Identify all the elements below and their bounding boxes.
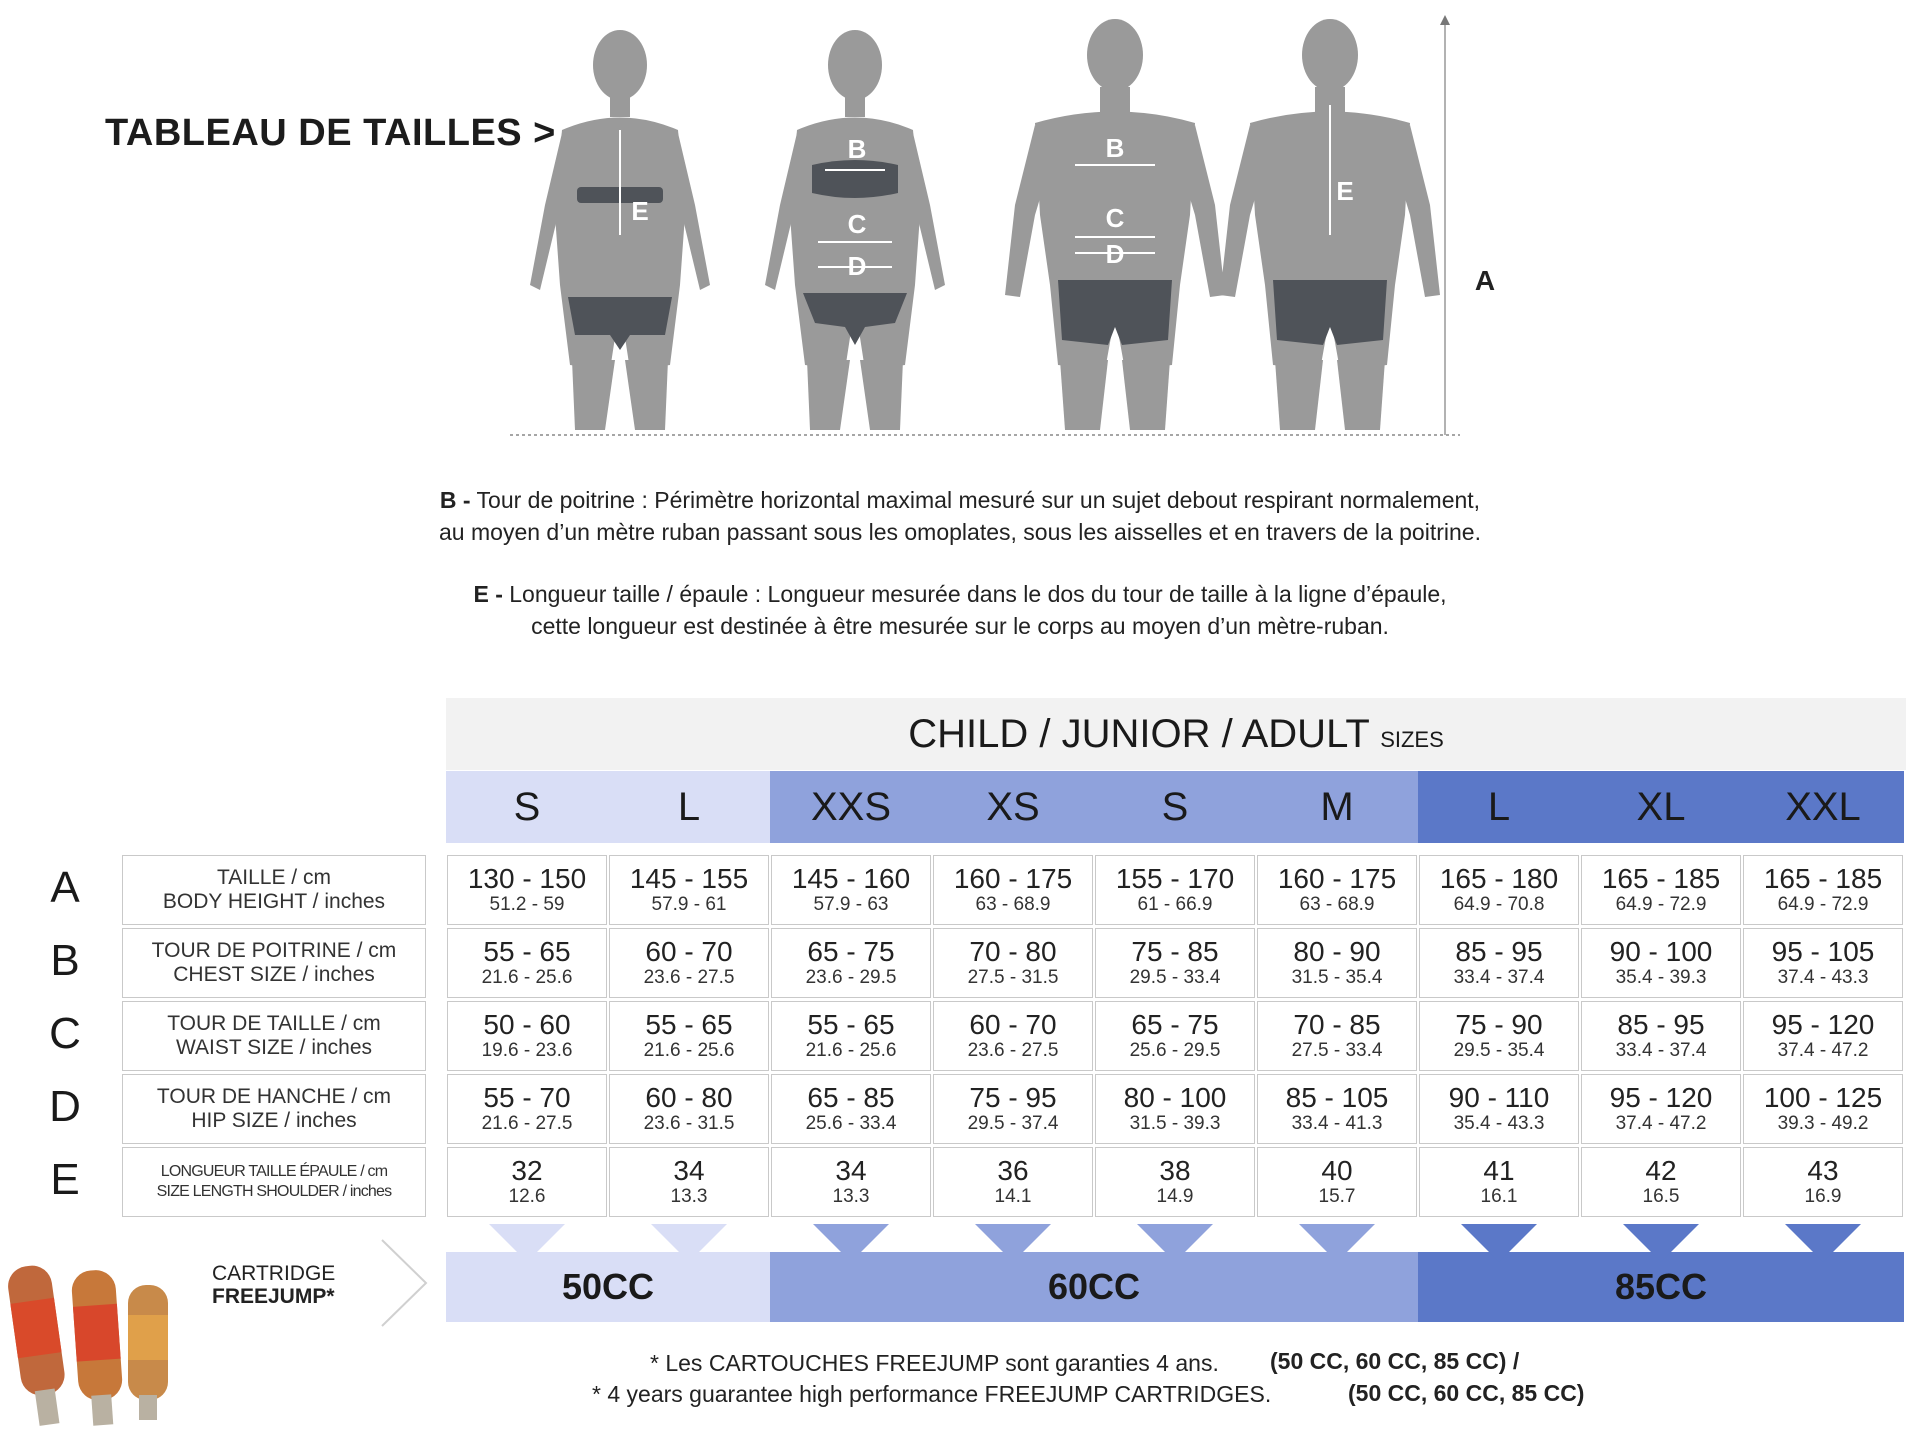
size-pointer-arrow: [1785, 1224, 1861, 1262]
size-pointer-arrow: [813, 1224, 889, 1262]
table-cell: [1257, 1147, 1417, 1217]
label-c-woman: C: [847, 209, 867, 239]
table-cell: [933, 1001, 1093, 1071]
table-cell: [1419, 1074, 1579, 1144]
size-label: XS: [932, 771, 1094, 843]
size-pointer-arrow: [975, 1224, 1051, 1262]
cell-cm-value: 55 - 65: [807, 1009, 895, 1040]
table-cell: [1095, 855, 1255, 925]
cell-cm-value: 75 - 90: [1455, 1009, 1543, 1040]
table-cell: [1581, 1147, 1741, 1217]
label-d-man: D: [1105, 239, 1125, 269]
cell-inch-value: 64.9 - 70.8: [1453, 894, 1545, 915]
table-cell: [1419, 1147, 1579, 1217]
cell-inch-value: 27.5 - 31.5: [967, 967, 1059, 988]
cell-cm-value: 75 - 85: [1131, 936, 1219, 967]
table-cell: [447, 855, 607, 925]
size-label: L: [1418, 771, 1580, 843]
table-cell: [1743, 1074, 1903, 1144]
cell-cm-value: 165 - 185: [1601, 863, 1721, 894]
table-cell: [447, 928, 607, 998]
table-cell: [771, 1147, 931, 1217]
size-pointer-arrow: [1623, 1224, 1699, 1262]
row-letter: A: [50, 863, 80, 912]
cell-cm-value: 90 - 100: [1609, 936, 1713, 967]
cell-cm-value: 95 - 120: [1771, 1009, 1875, 1040]
cell-inch-value: 57.9 - 63: [813, 894, 889, 915]
size-label: XL: [1580, 771, 1742, 843]
cell-cm-value: 160 - 175: [1277, 863, 1397, 894]
table-cell: [1581, 928, 1741, 998]
cell-inch-value: 21.6 - 25.6: [643, 1040, 735, 1061]
table-cell: [609, 1074, 769, 1144]
cell-inch-value: 29.5 - 33.4: [1129, 967, 1221, 988]
row-label: [122, 928, 426, 998]
guarantee-note-fr: * Les CARTOUCHES FREEJUMP sont garanties 4 ans.: [650, 1350, 1219, 1376]
cell-inch-value: 16.1: [1480, 1186, 1518, 1207]
row-label-metric: TAILLE / cm: [217, 866, 331, 889]
cell-cm-value: 60 - 70: [969, 1009, 1057, 1040]
cell-cm-value: 95 - 105: [1771, 936, 1875, 967]
cell-cm-value: 130 - 150: [467, 863, 587, 894]
row-label-imperial: SIZE LENGTH SHOULDER / inches: [156, 1183, 392, 1200]
row-label-metric: TOUR DE POITRINE / cm: [151, 939, 397, 962]
cell-inch-value: 19.6 - 23.6: [481, 1040, 573, 1061]
cell-inch-value: 16.5: [1642, 1186, 1680, 1207]
table-cell: [1581, 1074, 1741, 1144]
cell-inch-value: 21.6 - 27.5: [481, 1113, 573, 1134]
cell-cm-value: 70 - 80: [969, 936, 1057, 967]
guarantee-note-en: * 4 years guarantee high performance FREEJUMP CARTRIDGES.: [592, 1381, 1272, 1407]
table-cell: [933, 928, 1093, 998]
cell-inch-value: 25.6 - 33.4: [805, 1113, 897, 1134]
cell-inch-value: 14.9: [1156, 1186, 1194, 1207]
table-cell: [1743, 855, 1903, 925]
label-a: A: [1474, 265, 1496, 296]
row-letter: E: [50, 1155, 80, 1204]
cartridge-band: 50CC: [446, 1252, 770, 1322]
cell-cm-value: 85 - 95: [1455, 936, 1543, 967]
row-label-imperial: HIP SIZE / inches: [191, 1109, 357, 1132]
cell-inch-value: 33.4 - 37.4: [1615, 1040, 1707, 1061]
table-cell: [609, 1001, 769, 1071]
cell-cm-value: 40: [1321, 1155, 1353, 1186]
cell-inch-value: 61 - 66.9: [1137, 894, 1213, 915]
cell-inch-value: 13.3: [832, 1186, 870, 1207]
cartridge-band: 60CC: [770, 1252, 1418, 1322]
size-label: S: [446, 771, 608, 843]
table-cell: [609, 855, 769, 925]
cell-cm-value: 95 - 120: [1609, 1082, 1713, 1113]
body-measurement-illustration: [500, 5, 1500, 445]
cartridges-image: [0, 1245, 190, 1445]
table-cell: [933, 1074, 1093, 1144]
cell-cm-value: 65 - 75: [1131, 1009, 1219, 1040]
size-label: L: [608, 771, 770, 843]
cell-cm-value: 100 - 125: [1763, 1082, 1883, 1113]
cell-inch-value: 15.7: [1318, 1186, 1356, 1207]
cell-inch-value: 29.5 - 35.4: [1453, 1040, 1545, 1061]
size-pointer-arrow: [1137, 1224, 1213, 1262]
cell-inch-value: 33.4 - 41.3: [1291, 1113, 1383, 1134]
table-cell: [447, 1074, 607, 1144]
cell-cm-value: 85 - 105: [1285, 1082, 1389, 1113]
cartridge-band: 85CC: [1418, 1252, 1904, 1322]
row-label-imperial: WAIST SIZE / inches: [175, 1036, 373, 1059]
table-cell: [1095, 928, 1255, 998]
cell-cm-value: 80 - 100: [1123, 1082, 1227, 1113]
table-cell: [771, 928, 931, 998]
table-cell: [1419, 928, 1579, 998]
cell-inch-value: 21.6 - 25.6: [481, 967, 573, 988]
label-e-woman: E: [631, 196, 649, 226]
size-pointer-arrow: [651, 1224, 727, 1262]
table-cell: [933, 855, 1093, 925]
guarantee-note-fr-cc: (50 CC, 60 CC, 85 CC) /: [1270, 1348, 1520, 1374]
table-cell: [1581, 1001, 1741, 1071]
cell-cm-value: 60 - 80: [645, 1082, 733, 1113]
table-cell: [1581, 855, 1741, 925]
guarantee-note-en-cc: (50 CC, 60 CC, 85 CC): [1348, 1380, 1585, 1406]
cell-inch-value: 21.6 - 25.6: [805, 1040, 897, 1061]
cell-cm-value: 34: [835, 1155, 867, 1186]
cell-inch-value: 23.6 - 31.5: [643, 1113, 735, 1134]
cell-inch-value: 27.5 - 33.4: [1291, 1040, 1383, 1061]
table-cell: [1419, 855, 1579, 925]
size-label-row: [446, 771, 1904, 843]
size-pointer-arrow: [1461, 1224, 1537, 1262]
row-label: [122, 1074, 426, 1144]
row-label-metric: TOUR DE TAILLE / cm: [167, 1012, 381, 1035]
description-e: E - Longueur taille / épaule : Longueur mesurée dans le dos du tour de taille à la ligne d’épaule, cette longueur est destinée à être mesurée sur le corps au moyen d’un mètre-ruban.: [473, 581, 1447, 639]
cell-inch-value: 37.4 - 43.3: [1777, 967, 1869, 988]
cartridge-label: CARTRIDGE FREEJUMP*: [212, 1262, 336, 1308]
cell-inch-value: 64.9 - 72.9: [1777, 894, 1869, 915]
row-letter: D: [49, 1082, 81, 1131]
table-cell: [1095, 1001, 1255, 1071]
cell-inch-value: 16.9: [1804, 1186, 1842, 1207]
row-label-imperial: CHEST SIZE / inches: [173, 963, 375, 986]
size-label: M: [1256, 771, 1418, 843]
table-cell: [609, 1147, 769, 1217]
cell-inch-value: 51.2 - 59: [489, 894, 565, 915]
cell-inch-value: 13.3: [670, 1186, 708, 1207]
table-cell: [1257, 855, 1417, 925]
cell-cm-value: 60 - 70: [645, 936, 733, 967]
cell-cm-value: 55 - 70: [483, 1082, 571, 1113]
size-pointer-arrow: [489, 1224, 565, 1262]
page-title: TABLEAU DE TAILLES >: [105, 112, 556, 154]
label-c-man: C: [1105, 203, 1125, 233]
label-b-woman: B: [847, 134, 867, 164]
table-cell: [771, 1074, 931, 1144]
cell-cm-value: 38: [1159, 1155, 1191, 1186]
table-cell: [1743, 1001, 1903, 1071]
cell-cm-value: 165 - 180: [1439, 863, 1559, 894]
cell-inch-value: 35.4 - 43.3: [1453, 1113, 1545, 1134]
row-label: [122, 1001, 426, 1071]
row-label: [122, 1147, 426, 1217]
table-cell: [1743, 928, 1903, 998]
cell-inch-value: 31.5 - 35.4: [1291, 967, 1383, 988]
cell-inch-value: 64.9 - 72.9: [1615, 894, 1707, 915]
cell-cm-value: 65 - 75: [807, 936, 895, 967]
cell-cm-value: 36: [997, 1155, 1029, 1186]
cell-cm-value: 75 - 95: [969, 1082, 1057, 1113]
cell-cm-value: 90 - 110: [1448, 1082, 1550, 1113]
cell-cm-value: 55 - 65: [483, 936, 571, 967]
row-label-imperial: BODY HEIGHT / inches: [162, 890, 386, 913]
table-cell: [447, 1001, 607, 1071]
table-cell: [609, 928, 769, 998]
cell-cm-value: 34: [673, 1155, 705, 1186]
cell-inch-value: 33.4 - 37.4: [1453, 967, 1545, 988]
sizes-table-header: CHILD / JUNIOR / ADULT SIZES: [446, 698, 1906, 770]
cell-cm-value: 165 - 185: [1763, 863, 1883, 894]
cell-cm-value: 80 - 90: [1293, 936, 1381, 967]
table-cell: [1257, 1074, 1417, 1144]
row-letter: C: [49, 1009, 81, 1058]
cell-cm-value: 145 - 155: [629, 863, 749, 894]
row-label-metric: LONGUEUR TAILLE ÉPAULE / cm: [160, 1163, 388, 1180]
cell-cm-value: 85 - 95: [1617, 1009, 1705, 1040]
cell-cm-value: 43: [1807, 1155, 1839, 1186]
cell-inch-value: 37.4 - 47.2: [1777, 1040, 1869, 1061]
size-label: XXS: [770, 771, 932, 843]
cell-inch-value: 23.6 - 27.5: [643, 967, 735, 988]
cell-inch-value: 57.9 - 61: [651, 894, 727, 915]
cell-inch-value: 23.6 - 27.5: [967, 1040, 1059, 1061]
cell-inch-value: 25.6 - 29.5: [1129, 1040, 1221, 1061]
table-cell: [771, 1001, 931, 1071]
cell-inch-value: 39.3 - 49.2: [1777, 1113, 1869, 1134]
cell-inch-value: 12.6: [508, 1186, 546, 1207]
cell-inch-value: 37.4 - 47.2: [1615, 1113, 1707, 1134]
size-pointer-arrow: [1299, 1224, 1375, 1262]
cell-inch-value: 29.5 - 37.4: [967, 1113, 1059, 1134]
label-b-man: B: [1105, 133, 1125, 163]
description-b: B - Tour de poitrine : Périmètre horizontal maximal mesuré sur un sujet debout respirant normalement, au moyen d’un mètre ruban passant sous les omoplates, sous les aisselles et en travers de la poitrine.: [439, 487, 1481, 545]
cell-inch-value: 63 - 68.9: [1299, 894, 1375, 915]
cell-cm-value: 70 - 85: [1293, 1009, 1381, 1040]
cell-cm-value: 65 - 85: [807, 1082, 895, 1113]
label-e-man: E: [1336, 176, 1354, 206]
table-cell: [1419, 1001, 1579, 1071]
size-label: S: [1094, 771, 1256, 843]
cell-cm-value: 160 - 175: [953, 863, 1073, 894]
cell-inch-value: 23.6 - 29.5: [805, 967, 897, 988]
row-label: [122, 855, 426, 925]
row-label-metric: TOUR DE HANCHE / cm: [156, 1085, 392, 1108]
table-cell: [1257, 928, 1417, 998]
cell-inch-value: 31.5 - 39.3: [1129, 1113, 1221, 1134]
cell-inch-value: 63 - 68.9: [975, 894, 1051, 915]
cell-inch-value: 35.4 - 39.3: [1615, 967, 1707, 988]
cell-cm-value: 32: [511, 1155, 543, 1186]
cell-cm-value: 55 - 65: [645, 1009, 733, 1040]
row-letter: B: [50, 936, 80, 985]
cell-cm-value: 41: [1483, 1155, 1515, 1186]
table-cell: [1095, 1147, 1255, 1217]
label-d-woman: D: [847, 251, 867, 281]
cell-inch-value: 14.1: [994, 1186, 1032, 1207]
size-label: XXL: [1742, 771, 1904, 843]
cell-cm-value: 155 - 170: [1115, 863, 1235, 894]
table-cell: [447, 1147, 607, 1217]
table-cell: [1095, 1074, 1255, 1144]
chevron-right-icon: [380, 1238, 430, 1328]
cell-cm-value: 42: [1645, 1155, 1677, 1186]
table-cell: [1257, 1001, 1417, 1071]
cell-cm-value: 50 - 60: [483, 1009, 571, 1040]
table-cell: [1743, 1147, 1903, 1217]
cell-cm-value: 145 - 160: [791, 863, 911, 894]
table-cell: [771, 855, 931, 925]
table-cell: [933, 1147, 1093, 1217]
